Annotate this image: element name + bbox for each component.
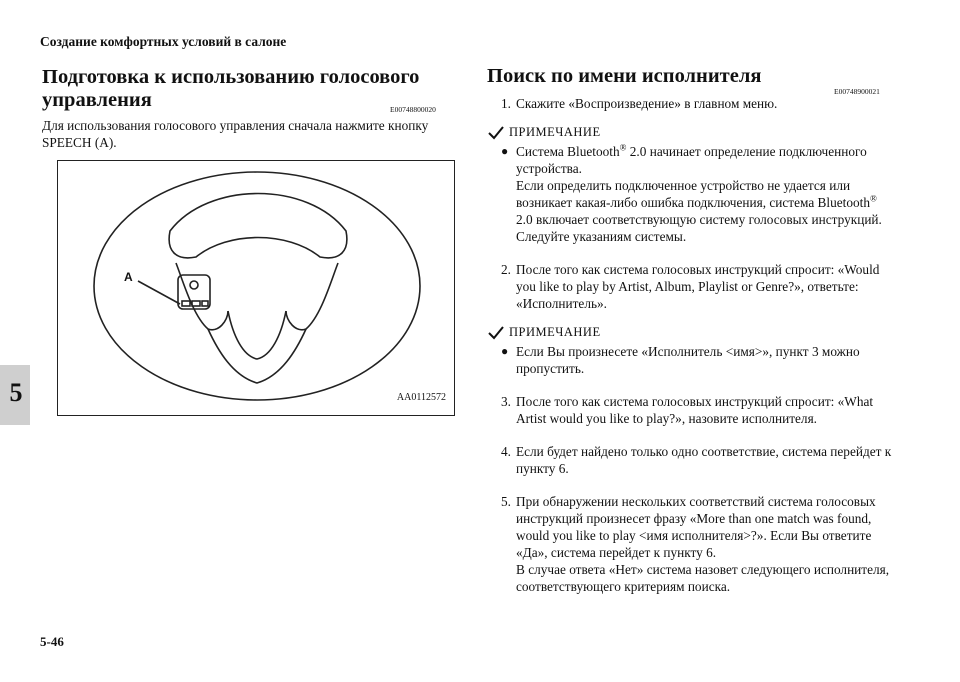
step-text: После того как система голосовых инструкций спросит: «What Artist would you like to play?», назовите исполнителя. bbox=[516, 394, 874, 426]
pencil-check-icon bbox=[487, 125, 505, 140]
step-number: 3. bbox=[501, 394, 511, 409]
section-header: Создание комфортных условий в салоне bbox=[40, 34, 287, 49]
registered-mark: ® bbox=[870, 193, 877, 204]
step-2 bbox=[487, 261, 892, 312]
right-section-title: Поиск по имени исполнителя bbox=[487, 65, 762, 87]
note-text: Если определить подключенное устройство не удается или возникает какая-либо ошибка подключения, система Bluetooth bbox=[516, 178, 871, 210]
note-text: Если Вы произнесете «Исполнитель <имя>», пункт 3 можно пропустить. bbox=[516, 344, 860, 376]
note-heading-text: ПРИМЕЧАНИЕ bbox=[509, 125, 601, 139]
bullet-icon: ● bbox=[501, 344, 509, 358]
step-3 bbox=[487, 393, 892, 427]
page-number: 5-46 bbox=[40, 634, 64, 649]
chapter-number: 5 bbox=[9, 378, 23, 407]
note-text: 2.0 начинает определение подключенного устройства. bbox=[516, 144, 867, 176]
note-heading-text: ПРИМЕЧАНИЕ bbox=[509, 325, 601, 339]
pencil-check-icon bbox=[487, 325, 505, 340]
steering-wheel-figure bbox=[57, 160, 455, 416]
note-2 bbox=[487, 343, 892, 377]
step-number: 1. bbox=[501, 96, 511, 111]
step-text: Скажите «Воспроизведение» в главном меню. bbox=[516, 96, 778, 111]
right-section-code: E00748900021 bbox=[834, 87, 880, 96]
registered-mark: ® bbox=[619, 142, 627, 153]
step-1 bbox=[487, 95, 892, 112]
left-section-code: E00748800020 bbox=[390, 105, 436, 114]
step-5 bbox=[487, 493, 892, 595]
step-number: 4. bbox=[501, 444, 511, 459]
right-section-body bbox=[487, 95, 892, 595]
step-number: 5. bbox=[501, 494, 511, 509]
note-text: 2.0 включает соответствующую систему голосовых инструкций. Следуйте указаниям системы. bbox=[516, 212, 882, 244]
note-text: Система Bluetooth bbox=[516, 144, 620, 159]
figure-label-a: A bbox=[124, 270, 133, 284]
steering-wheel-illustration bbox=[58, 161, 456, 417]
note-heading-2 bbox=[487, 324, 892, 341]
step-text: Если будет найдено только одно соответствие, система перейдет к пункту 6. bbox=[516, 444, 892, 476]
step-number: 2. bbox=[501, 262, 511, 277]
left-section-title: Подготовка к использованию голосового управления bbox=[42, 66, 420, 111]
note-heading-1 bbox=[487, 124, 892, 141]
bullet-icon: ● bbox=[501, 144, 509, 158]
step-text: После того как система голосовых инструкций спросит: «Would you like to play by Artist, Album, Playlist or Genre?», ответьте: «Исполнитель». bbox=[516, 262, 880, 311]
note-1 bbox=[487, 143, 892, 245]
step-4 bbox=[487, 443, 892, 477]
left-section-text: Для использования голосового управления сначала нажмите кнопку SPEECH (A). bbox=[42, 118, 429, 150]
step-text: При обнаружении нескольких соответствий система голосовых инструкций произнесет фразу «More than one match was found, would you like to play <имя исполнителя>?». Если Вы ответите «Да», система перейдет к пункту 6. bbox=[516, 494, 876, 560]
step-text: В случае ответа «Нет» система назовет следующего исполнителя, соответствующего критериям поиска. bbox=[516, 562, 890, 594]
figure-code: AA0112572 bbox=[396, 392, 446, 403]
